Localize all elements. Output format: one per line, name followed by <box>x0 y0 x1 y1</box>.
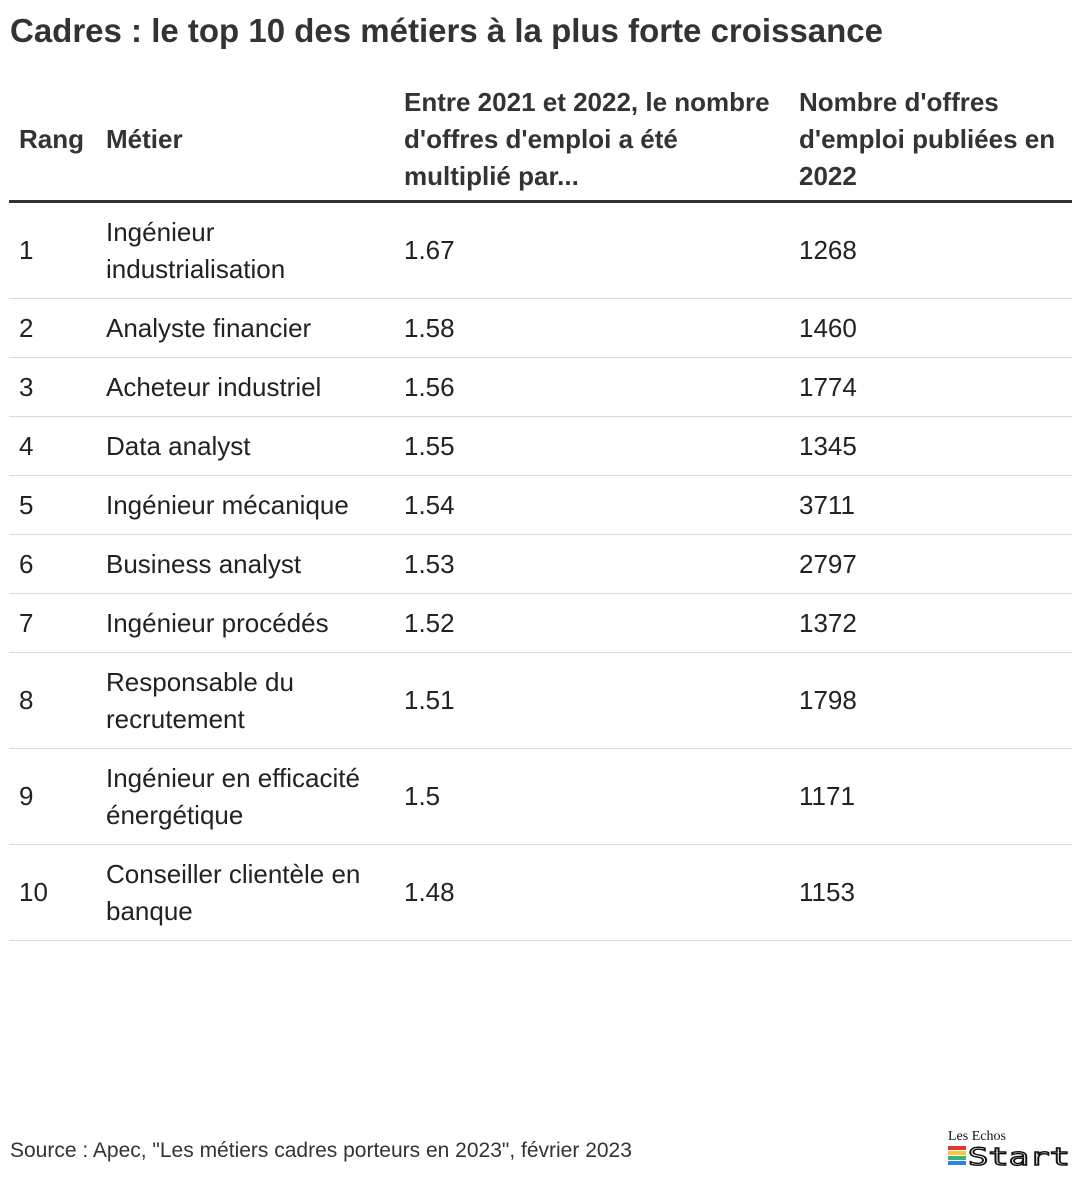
source-note: Source : Apec, "Les métiers cadres porteurs en 2023", février 2023 <box>10 1139 632 1162</box>
cell-metier: Business analyst <box>96 535 394 594</box>
cell-offres: 1774 <box>789 358 1072 417</box>
cell-offres: 1798 <box>789 653 1072 749</box>
cell-rang: 5 <box>9 476 96 535</box>
cell-rang: 7 <box>9 594 96 653</box>
table-row <box>9 358 1072 417</box>
cell-multiplicateur: 1.56 <box>394 358 789 417</box>
cell-metier: Ingénieur mécanique <box>96 476 394 535</box>
cell-multiplicateur: 1.5 <box>394 749 789 845</box>
logo-top-text: Les Echos <box>948 1129 1006 1144</box>
cell-offres: 3711 <box>789 476 1072 535</box>
cell-multiplicateur: 1.53 <box>394 535 789 594</box>
table-row <box>9 653 1072 749</box>
logo-bottom-text: Start <box>968 1144 1070 1168</box>
table-row <box>9 417 1072 476</box>
column-header-offres: Nombre d'offres d'emploi publiées en 2022 <box>789 78 1072 202</box>
cell-rang: 10 <box>9 845 96 941</box>
cell-offres: 1372 <box>789 594 1072 653</box>
logo-start-mark <box>948 1144 1072 1168</box>
cell-rang: 3 <box>9 358 96 417</box>
cell-multiplicateur: 1.67 <box>394 202 789 299</box>
cell-rang: 4 <box>9 417 96 476</box>
column-header-metier: Métier <box>96 78 394 202</box>
chart-title: Cadres : le top 10 des métiers à la plus forte croissance <box>10 12 884 49</box>
table-row <box>9 202 1072 299</box>
cell-rang: 9 <box>9 749 96 845</box>
logo-stripe <box>948 1151 966 1155</box>
table-row <box>9 535 1072 594</box>
cell-offres: 1171 <box>789 749 1072 845</box>
cell-offres: 1460 <box>789 299 1072 358</box>
cell-metier: Analyste financier <box>96 299 394 358</box>
cell-multiplicateur: 1.54 <box>394 476 789 535</box>
table-row <box>9 299 1072 358</box>
cell-metier: Ingénieur industrialisation <box>96 202 394 299</box>
cell-multiplicateur: 1.58 <box>394 299 789 358</box>
table-row <box>9 749 1072 845</box>
cell-multiplicateur: 1.52 <box>394 594 789 653</box>
cell-rang: 2 <box>9 299 96 358</box>
cell-rang: 1 <box>9 202 96 299</box>
cell-rang: 6 <box>9 535 96 594</box>
table-row <box>9 476 1072 535</box>
logo-stripe <box>948 1161 966 1165</box>
cell-metier: Ingénieur procédés <box>96 594 394 653</box>
cell-metier: Acheteur industriel <box>96 358 394 417</box>
logo-stripe <box>948 1146 966 1150</box>
table-row <box>9 594 1072 653</box>
cell-multiplicateur: 1.55 <box>394 417 789 476</box>
les-echos-start-logo <box>948 1130 1072 1170</box>
logo-stripe <box>948 1156 966 1160</box>
column-header-rang: Rang <box>9 78 96 202</box>
cell-offres: 2797 <box>789 535 1072 594</box>
cell-metier: Data analyst <box>96 417 394 476</box>
cell-rang: 8 <box>9 653 96 749</box>
data-table <box>9 78 1072 941</box>
column-header-multiplicateur: Entre 2021 et 2022, le nombre d'offres d'emploi a été multiplié par... <box>394 78 789 202</box>
cell-offres: 1153 <box>789 845 1072 941</box>
table-row <box>9 845 1072 941</box>
cell-multiplicateur: 1.48 <box>394 845 789 941</box>
cell-metier: Ingénieur en efficacité énergétique <box>96 749 394 845</box>
cell-offres: 1268 <box>789 202 1072 299</box>
table-header-row <box>9 78 1072 202</box>
cell-multiplicateur: 1.51 <box>394 653 789 749</box>
cell-metier: Responsable du recrutement <box>96 653 394 749</box>
cell-offres: 1345 <box>789 417 1072 476</box>
cell-metier: Conseiller clientèle en banque <box>96 845 394 941</box>
